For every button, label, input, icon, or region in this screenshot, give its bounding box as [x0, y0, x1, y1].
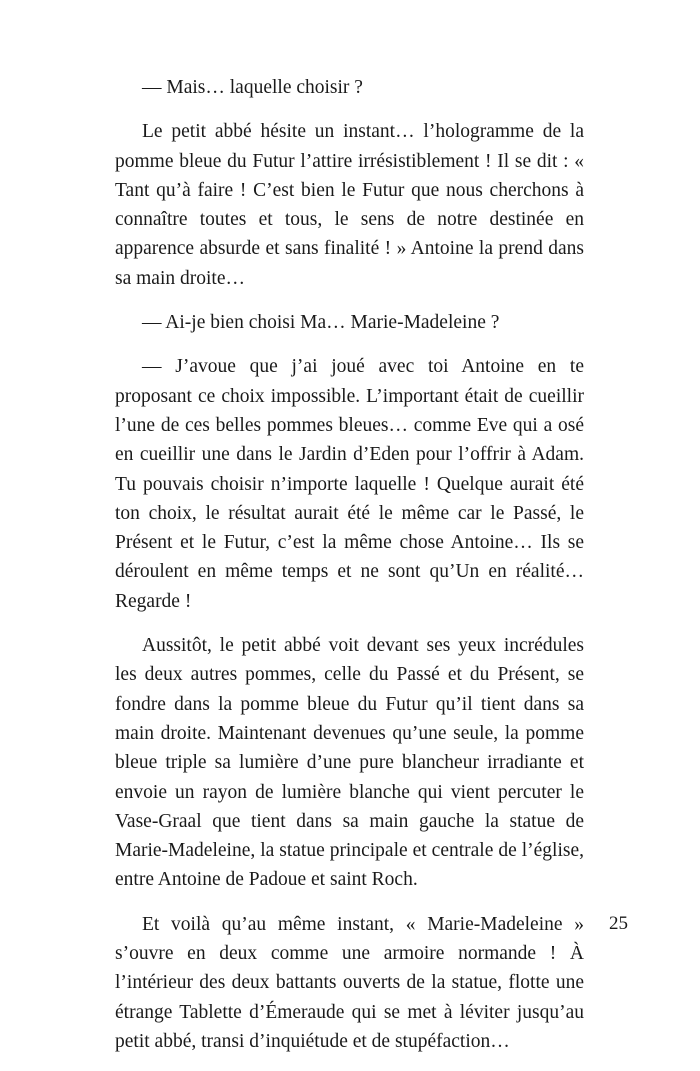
paragraph-2: Le petit abbé hésite un instant… l’hologramme de la pomme bleue du Futur l’attire irrésistiblement ! Il se dit : « Tant qu’à faire ! C’est bien le Futur que nous cherchons à connaître toutes et tous, le sens de notre destinée en apparence absurde et sans finalité ! » Antoine la prend dans sa main droite…	[115, 121, 584, 289]
paragraph-1: — Mais… laquelle choisir ?	[142, 77, 363, 98]
paragraph-6: Et voilà qu’au même instant, « Marie-Madeleine » s’ouvre en deux comme une armoire normande ! À l’intérieur des deux battants ouverts de la statue, flotte une étrange Tablette d’Émeraude qui se met à léviter jusqu’au petit abbé, transi d’inquiétude et de stupéfaction…	[115, 913, 584, 1052]
body-text	[115, 73, 584, 1071]
paragraph-3: — Ai-je bien choisi Ma… Marie-Madeleine ?	[142, 312, 500, 334]
paragraph-4: — J’avoue que j’ai joué avec toi Antoine en te proposant ce choix impossible. L’important était de cueillir l’une de ces belles pommes bleues… comme Eve qui a osé en cueillir une dans le Jardin d’Eden pour l’offrir à Adam. Tu pouvais choisir n’importe laquelle ! Quelque aurait été ton choix, le résultat aurait été le même car le Passé, le Présent et le Futur, c’est la même chose Antoine… Ils se déroulent en même temps et ne sont qu’Un en réalité… Regarde !	[115, 356, 584, 612]
page-number: 25	[609, 913, 628, 934]
paragraph-5: Aussitôt, le petit abbé voit devant ses yeux incrédules les deux autres pommes, celle du Passé et du Présent, se fondre dans la pomme bleue du Futur qu’il tient dans sa main droite. Maintenant devenues qu’une seule, la pomme bleue triple sa lumière d’une pure blancheur irradiante et envoie un rayon de lumière blanche qui vient percuter le Vase-Graal que tient dans sa main gauche la statue de Marie-Madeleine, la statue principale et centrale de l’église, entre Antoine de Padoue et saint Roch.	[115, 635, 584, 891]
